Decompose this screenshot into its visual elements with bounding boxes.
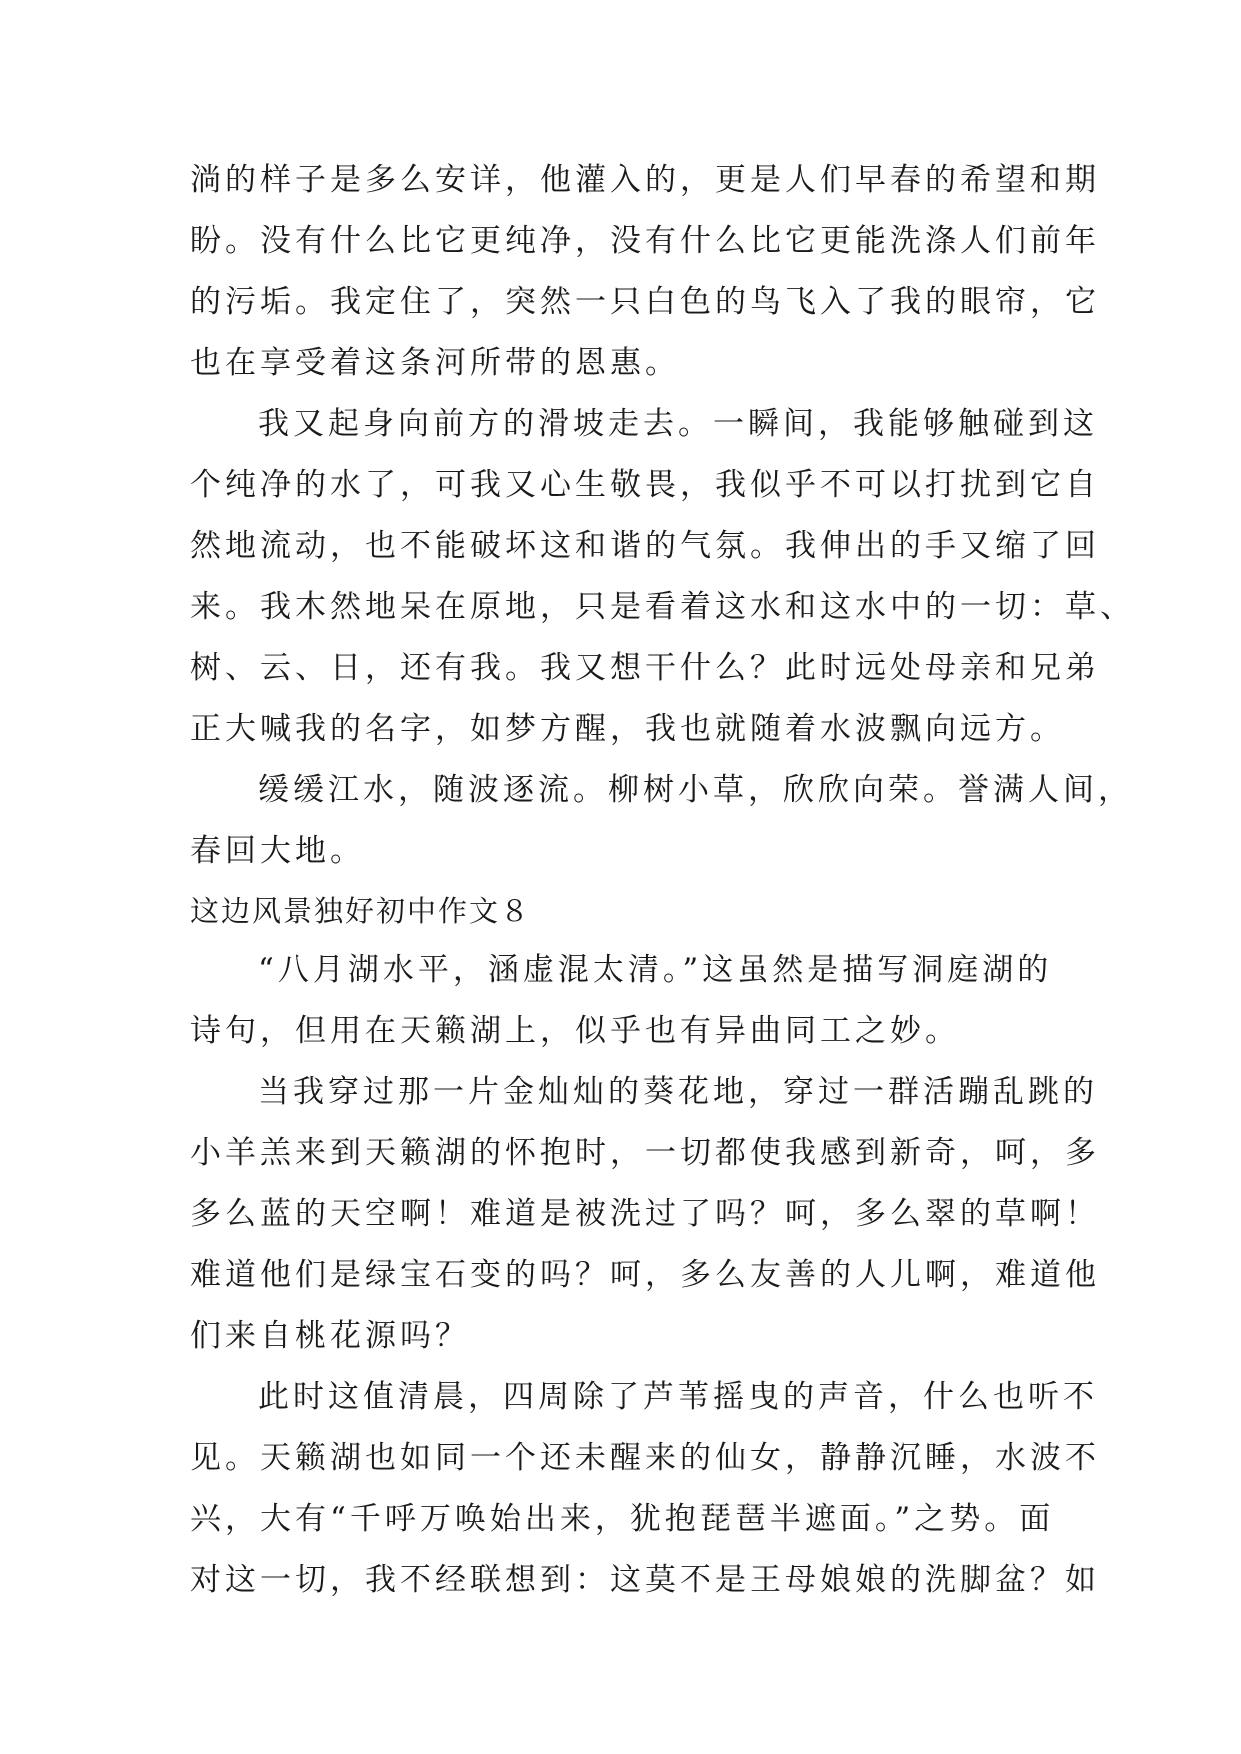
paragraph-line: 正大喊我的名字，如梦方醒，我也就随着水波飘向远方。 [190, 711, 1065, 747]
paragraph-line: 小羊羔来到天籁湖的怀抱时，一切都使我感到新奇，呵，多 [190, 1135, 1100, 1171]
paragraph-line: 的污垢。我定住了，突然一只白色的鸟飞入了我的眼帘，它 [190, 284, 1100, 320]
paragraph-line: 们来自桃花源吗？ [190, 1318, 470, 1354]
paragraph-line: 当我穿过那一片金灿灿的葵花地，穿过一群活蹦乱跳的 [258, 1074, 1098, 1110]
paragraph-line: 也在享受着这条河所带的恩惠。 [190, 345, 680, 381]
paragraph-line: 我又起身向前方的滑坡走去。一瞬间，我能够触碰到这 [258, 406, 1098, 442]
paragraph-line: 多么蓝的天空啊！难道是被洗过了吗？呵，多么翠的草啊！ [190, 1196, 1100, 1232]
paragraph-line: 难道他们是绿宝石变的吗？呵，多么友善的人儿啊，难道他 [190, 1257, 1100, 1293]
section-heading: 这边风景独好初中作文８ [190, 894, 532, 928]
paragraph-line: 此时这值清晨，四周除了芦苇摇曳的声音，什么也听不 [258, 1379, 1098, 1415]
paragraph-line: 见。天籁湖也如同一个还未醒来的仙女，静静沉睡，水波不 [190, 1440, 1100, 1476]
paragraph-line: 淌的样子是多么安详，他灌入的，更是人们早春的希望和期 [190, 162, 1100, 198]
paragraph-line: 盼。没有什么比它更纯净，没有什么比它更能洗涤人们前年 [190, 223, 1100, 259]
document-body [190, 150, 1135, 1611]
paragraph-line: 兴，大有“千呼万唤始出来，犹抱琵琶半遮面。”之势。面 [190, 1501, 1055, 1537]
paragraph-line: 树、云、日，还有我。我又想干什么？此时远处母亲和兄弟 [190, 650, 1100, 686]
paragraph-line: 然地流动，也不能破坏这和谐的气氛。我伸出的手又缩了回 [190, 528, 1100, 564]
paragraph-line: 春回大地。 [190, 833, 365, 869]
paragraph-line: 缓缓江水，随波逐流。柳树小草，欣欣向荣。誉满人间， [258, 772, 1133, 808]
paragraph-line: 对这一切，我不经联想到：这莫不是王母娘娘的洗脚盆？如 [190, 1562, 1100, 1598]
paragraph-line: 诗句，但用在天籁湖上，似乎也有异曲同工之妙。 [190, 1013, 960, 1049]
paragraph-line: “八月湖水平，涵虚混太清。”这虽然是描写洞庭湖的 [258, 952, 1053, 988]
paragraph-line: 个纯净的水了，可我又心生敬畏，我似乎不可以打扰到它自 [190, 467, 1100, 503]
paragraph-line: 来。我木然地呆在原地，只是看着这水和这水中的一切：草、 [190, 589, 1135, 625]
